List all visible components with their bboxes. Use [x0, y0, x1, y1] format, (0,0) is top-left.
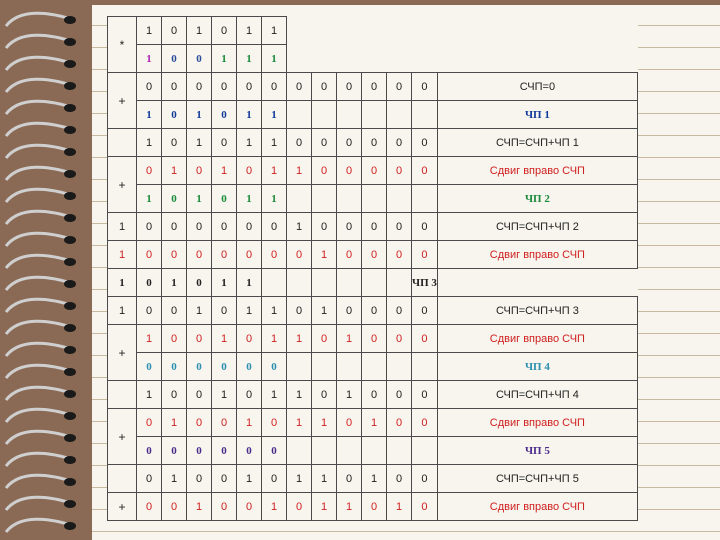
- bit-cell: 0: [137, 241, 162, 269]
- bit-cell: 0: [387, 465, 412, 493]
- bit-cell: 1: [262, 297, 287, 325]
- bit-cell: 0: [287, 297, 312, 325]
- bit-cell: 1: [287, 381, 312, 409]
- bit-cell: 0: [137, 297, 162, 325]
- bit-cell: 1: [387, 493, 412, 521]
- binding-ring: [6, 409, 76, 422]
- bit-cell: [362, 437, 387, 465]
- bit-cell: 0: [212, 101, 237, 129]
- table-row: [108, 353, 638, 381]
- bit-cell: 0: [212, 185, 237, 213]
- bit-cell: 0: [262, 353, 287, 381]
- bit-cell: 0: [237, 325, 262, 353]
- bit-cell: [337, 353, 362, 381]
- bit-cell: 0: [137, 437, 162, 465]
- bit-cell: 0: [287, 241, 312, 269]
- bit-cell: [337, 101, 362, 129]
- bit-cell: 1: [237, 129, 262, 157]
- bit-cell: 1: [262, 129, 287, 157]
- bit-cell: 0: [212, 297, 237, 325]
- bit-cell: 1: [187, 297, 212, 325]
- operator-cell: +: [108, 409, 137, 465]
- bit-cell: 0: [387, 409, 412, 437]
- bit-cell: 0: [137, 409, 162, 437]
- bit-cell: 0: [387, 157, 412, 185]
- bit-cell: 0: [312, 157, 337, 185]
- bit-cell: 0: [412, 213, 438, 241]
- bit-cell: 0: [362, 325, 387, 353]
- bit-cell: [412, 437, 438, 465]
- table-row: [108, 269, 638, 297]
- bit-cell: 0: [337, 465, 362, 493]
- bit-cell: 0: [162, 325, 187, 353]
- bit-cell: 1: [108, 213, 137, 241]
- ruled-line: [92, 531, 720, 532]
- bit-cell: 1: [137, 17, 162, 45]
- bit-cell: 0: [162, 353, 187, 381]
- bit-cell: [362, 101, 387, 129]
- bit-cell: 1: [137, 381, 162, 409]
- bit-cell: 0: [262, 213, 287, 241]
- bit-cell: 0: [137, 157, 162, 185]
- binding-ring: [6, 167, 76, 180]
- bit-cell: 1: [187, 17, 212, 45]
- operator-cell: [108, 129, 137, 157]
- bit-cell: 0: [212, 17, 237, 45]
- bit-cell: [337, 185, 362, 213]
- bit-cell: 1: [162, 409, 187, 437]
- step-note: Сдвиг вправо СЧП: [437, 493, 637, 521]
- bit-cell: 1: [137, 129, 162, 157]
- bit-cell: 1: [162, 157, 187, 185]
- bit-cell: 0: [287, 129, 312, 157]
- step-note: ЧП 2: [437, 185, 637, 213]
- bit-cell: 0: [362, 73, 387, 101]
- bit-cell: 1: [237, 297, 262, 325]
- table-row: [108, 185, 638, 213]
- bit-cell: 1: [287, 465, 312, 493]
- binding-ring: [6, 299, 76, 312]
- bit-cell: 1: [187, 129, 212, 157]
- step-note: Сдвиг вправо СЧП: [437, 157, 637, 185]
- table-row: [108, 409, 638, 437]
- step-note: СЧП=СЧП+ЧП 3: [437, 297, 637, 325]
- bit-cell: 0: [187, 269, 212, 297]
- bit-cell: 0: [162, 101, 187, 129]
- operator-cell: [108, 465, 137, 493]
- bit-cell: 0: [262, 73, 287, 101]
- operator-cell: [108, 381, 137, 409]
- bit-cell: [362, 353, 387, 381]
- bit-cell: 1: [312, 465, 337, 493]
- bit-cell: [287, 185, 312, 213]
- bit-cell: [287, 437, 312, 465]
- bit-cell: 1: [212, 325, 237, 353]
- bit-cell: 1: [337, 325, 362, 353]
- bit-cell: 1: [262, 101, 287, 129]
- bit-cell: 1: [212, 45, 237, 73]
- bit-cell: [362, 185, 387, 213]
- bit-cell: 1: [187, 101, 212, 129]
- bit-cell: [412, 185, 438, 213]
- bit-cell: 0: [337, 213, 362, 241]
- bit-cell: 0: [362, 241, 387, 269]
- table-row: [108, 325, 638, 353]
- binding-ring: [6, 211, 76, 224]
- binding-ring: [6, 101, 76, 114]
- bit-cell: 1: [312, 297, 337, 325]
- bit-cell: 0: [137, 213, 162, 241]
- bit-cell: 0: [312, 129, 337, 157]
- bit-cell: 0: [362, 493, 387, 521]
- binding-ring: [6, 145, 76, 158]
- bit-cell: 0: [412, 73, 438, 101]
- bit-cell: 1: [312, 241, 337, 269]
- bit-cell: 0: [412, 493, 438, 521]
- bit-cell: 0: [387, 297, 412, 325]
- binding-ring: [6, 79, 76, 92]
- bit-cell: 0: [387, 241, 412, 269]
- binding-ring: [6, 233, 76, 246]
- bit-cell: 0: [262, 241, 287, 269]
- bit-cell: 1: [108, 269, 137, 297]
- bit-cell: 0: [237, 73, 262, 101]
- bit-cell: 0: [212, 241, 237, 269]
- bit-cell: 1: [287, 409, 312, 437]
- bit-cell: 0: [212, 73, 237, 101]
- bit-cell: 1: [212, 269, 237, 297]
- bit-cell: [312, 353, 337, 381]
- bit-cell: 0: [412, 297, 438, 325]
- step-note: Сдвиг вправо СЧП: [437, 409, 637, 437]
- bit-cell: 0: [337, 241, 362, 269]
- bit-cell: 0: [412, 157, 438, 185]
- bit-cell: 0: [137, 493, 162, 521]
- bit-cell: 1: [237, 101, 262, 129]
- binding-ring: [6, 277, 76, 290]
- step-note: ЧП 4: [437, 353, 637, 381]
- bit-cell: 0: [337, 157, 362, 185]
- bit-cell: 0: [237, 437, 262, 465]
- bit-cell: [387, 185, 412, 213]
- bit-cell: 0: [187, 353, 212, 381]
- bit-cell: 0: [362, 297, 387, 325]
- bit-cell: [412, 353, 438, 381]
- table-row: [108, 101, 638, 129]
- binding-ring: [6, 321, 76, 334]
- bit-cell: 0: [337, 73, 362, 101]
- binding-ring: [6, 365, 76, 378]
- bit-cell: [337, 269, 362, 297]
- binding-ring: [6, 343, 76, 356]
- bit-cell: 0: [262, 437, 287, 465]
- bit-cell: 0: [412, 325, 438, 353]
- bit-cell: 1: [137, 325, 162, 353]
- bit-cell: 1: [137, 101, 162, 129]
- bit-cell: 0: [312, 213, 337, 241]
- bit-cell: [287, 269, 312, 297]
- bit-cell: 0: [162, 45, 187, 73]
- bit-cell: 1: [337, 493, 362, 521]
- bit-cell: 0: [162, 493, 187, 521]
- binding-ring: [6, 35, 76, 48]
- bit-cell: [312, 101, 337, 129]
- bit-cell: 0: [412, 381, 438, 409]
- table-row: [108, 17, 638, 45]
- step-note: СЧП=СЧП+ЧП 2: [437, 213, 637, 241]
- step-note: Сдвиг вправо СЧП: [437, 325, 637, 353]
- bit-cell: 0: [387, 213, 412, 241]
- bit-cell: 1: [287, 213, 312, 241]
- bit-cell: 0: [187, 73, 212, 101]
- bit-cell: 0: [187, 465, 212, 493]
- bit-cell: 0: [362, 157, 387, 185]
- bit-cell: 1: [362, 409, 387, 437]
- bit-cell: 1: [108, 241, 137, 269]
- step-note: СЧП=СЧП+ЧП 5: [437, 465, 637, 493]
- bit-cell: 0: [362, 129, 387, 157]
- bit-cell: 1: [262, 325, 287, 353]
- bit-cell: 0: [162, 185, 187, 213]
- spiral-binding: [0, 0, 92, 540]
- bit-cell: 1: [262, 493, 287, 521]
- bit-cell: 0: [187, 437, 212, 465]
- step-note: Сдвиг вправо СЧП: [437, 241, 637, 269]
- binding-ring: [6, 189, 76, 202]
- step-note: ЧП 3: [412, 269, 438, 297]
- bit-cell: 1: [287, 325, 312, 353]
- bit-cell: 0: [187, 157, 212, 185]
- bit-cell: 0: [262, 409, 287, 437]
- binding-ring: [6, 387, 76, 400]
- bit-cell: 0: [387, 381, 412, 409]
- bit-cell: 0: [162, 73, 187, 101]
- bit-cell: 0: [212, 493, 237, 521]
- bit-cell: 0: [187, 381, 212, 409]
- bit-cell: 0: [237, 381, 262, 409]
- table-row: [108, 493, 638, 521]
- bit-cell: 0: [162, 241, 187, 269]
- operator-cell: +: [108, 493, 137, 521]
- bit-cell: 0: [237, 493, 262, 521]
- bit-cell: 0: [187, 45, 212, 73]
- table-row: [108, 465, 638, 493]
- operator-cell: +: [108, 73, 137, 129]
- binding-ring: [6, 123, 76, 136]
- bit-cell: 1: [262, 17, 287, 45]
- bit-cell: 1: [237, 185, 262, 213]
- bit-cell: 0: [312, 325, 337, 353]
- bit-cell: 0: [187, 241, 212, 269]
- bit-cell: [387, 353, 412, 381]
- blank-cell: [287, 17, 638, 73]
- bit-cell: 0: [412, 465, 438, 493]
- bit-cell: 0: [287, 73, 312, 101]
- bit-cell: 0: [212, 437, 237, 465]
- bit-cell: 0: [162, 381, 187, 409]
- bit-cell: 0: [162, 297, 187, 325]
- bit-cell: 0: [212, 353, 237, 381]
- bit-cell: [287, 353, 312, 381]
- bit-cell: 1: [262, 381, 287, 409]
- binding-ring: [6, 497, 76, 510]
- bit-cell: 0: [212, 213, 237, 241]
- bit-cell: 0: [237, 213, 262, 241]
- bit-cell: 0: [412, 241, 438, 269]
- bit-cell: 0: [187, 325, 212, 353]
- bit-cell: [337, 437, 362, 465]
- bit-cell: 0: [162, 437, 187, 465]
- bit-cell: 0: [212, 465, 237, 493]
- bit-cell: 1: [212, 381, 237, 409]
- table-row: [108, 129, 638, 157]
- bit-cell: 1: [237, 17, 262, 45]
- bit-cell: 1: [362, 465, 387, 493]
- step-note: ЧП 5: [437, 437, 637, 465]
- binding-ring: [6, 57, 76, 70]
- bit-cell: 1: [237, 45, 262, 73]
- bit-cell: 0: [137, 73, 162, 101]
- bit-cell: [312, 269, 337, 297]
- bit-cell: 0: [337, 409, 362, 437]
- bit-cell: 0: [362, 381, 387, 409]
- bit-cell: 0: [312, 73, 337, 101]
- bit-cell: 0: [412, 409, 438, 437]
- operator-cell: +: [108, 325, 137, 381]
- bit-cell: [362, 269, 387, 297]
- bit-cell: 0: [412, 129, 438, 157]
- table-row: [108, 73, 638, 101]
- bit-cell: 1: [237, 465, 262, 493]
- bit-cell: 1: [312, 493, 337, 521]
- bit-cell: 1: [262, 157, 287, 185]
- bit-cell: 1: [187, 493, 212, 521]
- bit-cell: 0: [212, 409, 237, 437]
- bit-cell: 1: [287, 157, 312, 185]
- bit-cell: 0: [387, 325, 412, 353]
- bit-cell: 0: [187, 213, 212, 241]
- step-note: СЧП=СЧП+ЧП 4: [437, 381, 637, 409]
- table-row: [108, 437, 638, 465]
- bit-cell: 1: [137, 45, 162, 73]
- bit-cell: 1: [262, 45, 287, 73]
- table-row: [108, 213, 638, 241]
- bit-cell: [387, 101, 412, 129]
- bit-cell: 0: [162, 213, 187, 241]
- bit-cell: [412, 101, 438, 129]
- bit-cell: 0: [212, 129, 237, 157]
- bit-cell: 0: [337, 297, 362, 325]
- bit-cell: 0: [387, 73, 412, 101]
- table-row: [108, 241, 638, 269]
- binding-ring: [6, 475, 76, 488]
- bit-cell: 1: [337, 381, 362, 409]
- bit-cell: 1: [312, 409, 337, 437]
- table-row: [108, 157, 638, 185]
- bit-cell: 0: [237, 241, 262, 269]
- bit-cell: 0: [387, 129, 412, 157]
- bit-cell: [287, 101, 312, 129]
- bit-cell: 1: [237, 409, 262, 437]
- bit-cell: 0: [137, 465, 162, 493]
- bit-cell: 1: [262, 185, 287, 213]
- bit-cell: 0: [337, 129, 362, 157]
- multiplication-table: [107, 16, 638, 521]
- bit-cell: 0: [187, 409, 212, 437]
- binding-ring: [6, 519, 76, 532]
- step-note: ЧП 1: [437, 101, 637, 129]
- bit-cell: [262, 269, 287, 297]
- step-note: СЧП=СЧП+ЧП 1: [437, 129, 637, 157]
- bit-cell: 1: [212, 157, 237, 185]
- bit-cell: 0: [237, 353, 262, 381]
- bit-cell: [312, 437, 337, 465]
- bit-cell: 0: [362, 213, 387, 241]
- bit-cell: 1: [162, 269, 187, 297]
- bit-cell: 0: [237, 157, 262, 185]
- binding-ring: [6, 255, 76, 268]
- bit-cell: [312, 185, 337, 213]
- bit-cell: 0: [162, 17, 187, 45]
- bit-cell: 1: [137, 185, 162, 213]
- operator-cell: *: [108, 17, 137, 73]
- bit-cell: [387, 437, 412, 465]
- bit-cell: 0: [287, 493, 312, 521]
- binding-ring: [6, 13, 76, 26]
- operator-cell: +: [108, 157, 137, 213]
- bit-cell: 0: [162, 129, 187, 157]
- bit-cell: 0: [137, 269, 162, 297]
- binding-ring: [6, 431, 76, 444]
- bit-cell: 1: [237, 269, 262, 297]
- binding-ring: [6, 453, 76, 466]
- bit-cell: 0: [137, 353, 162, 381]
- bit-cell: [387, 269, 412, 297]
- bit-cell: 1: [108, 297, 137, 325]
- table-row: [108, 297, 638, 325]
- table-row: [108, 381, 638, 409]
- bit-cell: 1: [162, 465, 187, 493]
- bit-cell: 0: [312, 381, 337, 409]
- step-note: СЧП=0: [437, 73, 637, 101]
- bit-cell: 1: [187, 185, 212, 213]
- bit-cell: 0: [262, 465, 287, 493]
